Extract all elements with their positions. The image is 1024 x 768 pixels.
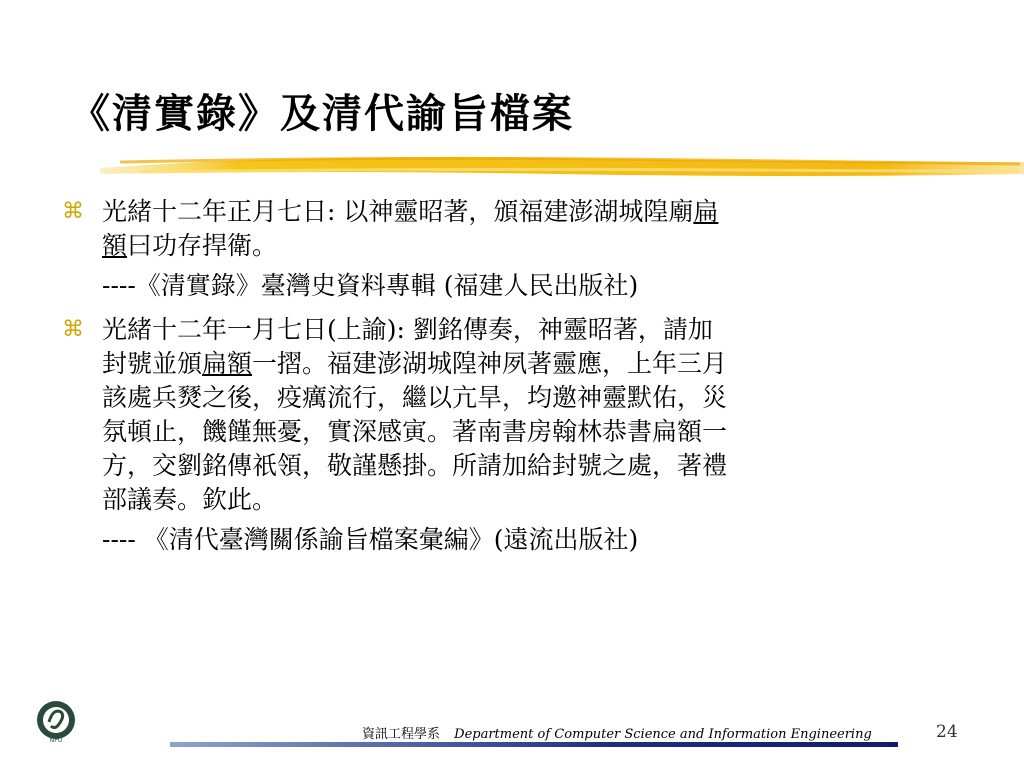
bullet-text: 部議奏。欽此。 (102, 485, 278, 514)
bullet-item (60, 313, 960, 517)
brush-stroke-divider (100, 148, 1024, 184)
bullet-text: 一摺。福建澎湖城隍神夙著靈應，上年三月 (252, 349, 728, 378)
bullet-text: 光緒十二年正月七日: 以神靈昭著，頒福建澎湖城隍廟 (102, 197, 694, 226)
command-key-icon: ⌘ (62, 199, 84, 224)
bullet-item (60, 195, 960, 263)
source-citation: ---- 《清代臺灣關係諭旨檔案彙編》(遠流出版社) (102, 525, 639, 554)
slide-title: 《清實錄》及清代諭旨檔案 (70, 90, 574, 137)
department-en: Department of Computer Science and Information Engineering (454, 727, 872, 742)
source-citation: ----《清實錄》臺灣史資料專輯 (福建人民出版社) (102, 271, 639, 300)
underlined-text: 扁 (693, 197, 719, 226)
bullet-text: 光緒十二年一月七日(上諭): 劉銘傳奏，神靈昭著，請加 (102, 315, 713, 344)
department-zh: 資訊工程學系 (362, 727, 441, 742)
underlined-text: 扁額 (202, 349, 253, 378)
footer-bar (170, 742, 898, 747)
university-logo (33, 700, 79, 744)
footer-department (362, 723, 872, 742)
command-key-icon: ⌘ (62, 317, 84, 342)
bullet-text: 氛頓止，饑饉無憂，實深感寅。著南書房翰林恭書扁額一 (102, 417, 728, 446)
slide-body (60, 195, 960, 557)
bullet-text: 方，交劉銘傳祇領，敬謹懸掛。所請加給封號之處，著禮 (102, 451, 728, 480)
underlined-text: 額 (102, 231, 128, 260)
bullet-text: 曰功存捍衛。 (127, 231, 278, 260)
bullet-text: 封號並頒 (102, 349, 203, 378)
logo-text: NPU (49, 737, 63, 744)
page-number: 24 (936, 722, 958, 742)
bullet-text: 該處兵燹之後，疫癘流行，繼以亢旱，均邀神靈默佑，災 (102, 383, 728, 412)
